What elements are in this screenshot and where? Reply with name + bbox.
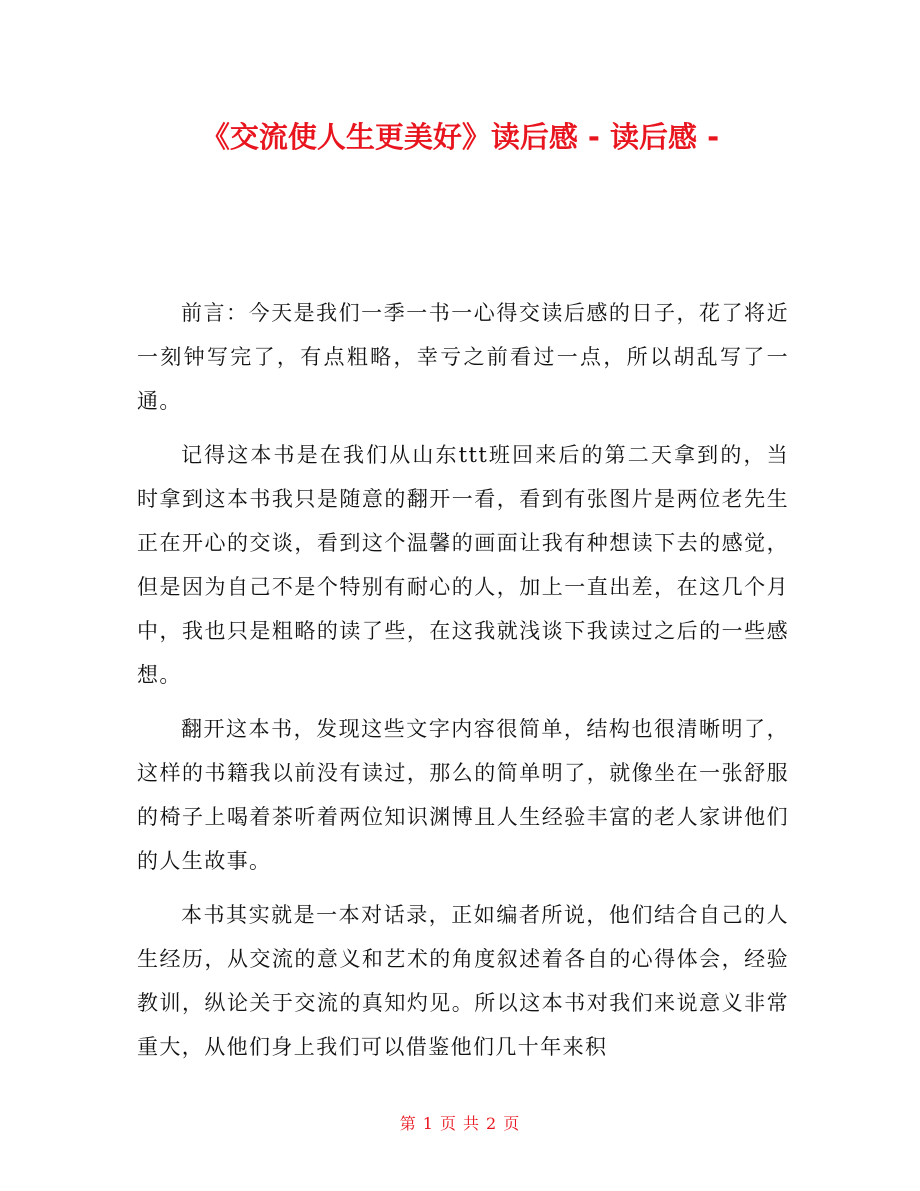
paragraph-impression: 翻开这本书，发现这些文字内容很简单，结构也很清晰明了，这样的书籍我以前没有读过，那么的简单明了，就像坐在一张舒服的椅子上喝着茶听着两位知识渊博且人生经验丰富的老人家讲他们的人生故事。 [137,717,789,873]
document-body [137,291,789,1079]
footer-label-of: 页 共 [439,1114,481,1133]
footer-label-page: 第 [399,1114,417,1133]
footer-current-page: 1 [422,1114,434,1133]
footer-label-end: 页 [503,1114,521,1133]
document-title: 《交流使人生更美好》读后感 - 读后感 - [200,120,720,154]
paragraph-dialogue-record: 本书其实就是一本对话录，正如编者所说，他们结合自己的人生经历，从交流的意义和艺术的角度叙述着各自的心得体会，经验教训，纵论关于交流的真知灼见。所以这本书对我们来说意义非常重大，从他们身上我们可以借鉴他们几十年来积 [137,903,789,1059]
page-number-footer [0,1112,920,1136]
footer-total-pages: 2 [486,1114,498,1133]
paragraph-first-reading: 记得这本书是在我们从山东ttt班回来后的第二天拿到的，当时拿到这本书我只是随意的翻开一看，看到有张图片是两位老先生正在开心的交谈，看到这个温馨的画面让我有种想读下去的感觉，但是因为自己不是个特别有耐心的人，加上一直出差，在这几个月中，我也只是粗略的读了些，在这我就浅谈下我读过之后的一些感想。 [137,443,789,687]
paragraph-preface: 前言：今天是我们一季一书一心得交读后感的日子，花了将近一刻钟写完了，有点粗略，幸亏之前看过一点，所以胡乱写了一通。 [137,301,789,413]
